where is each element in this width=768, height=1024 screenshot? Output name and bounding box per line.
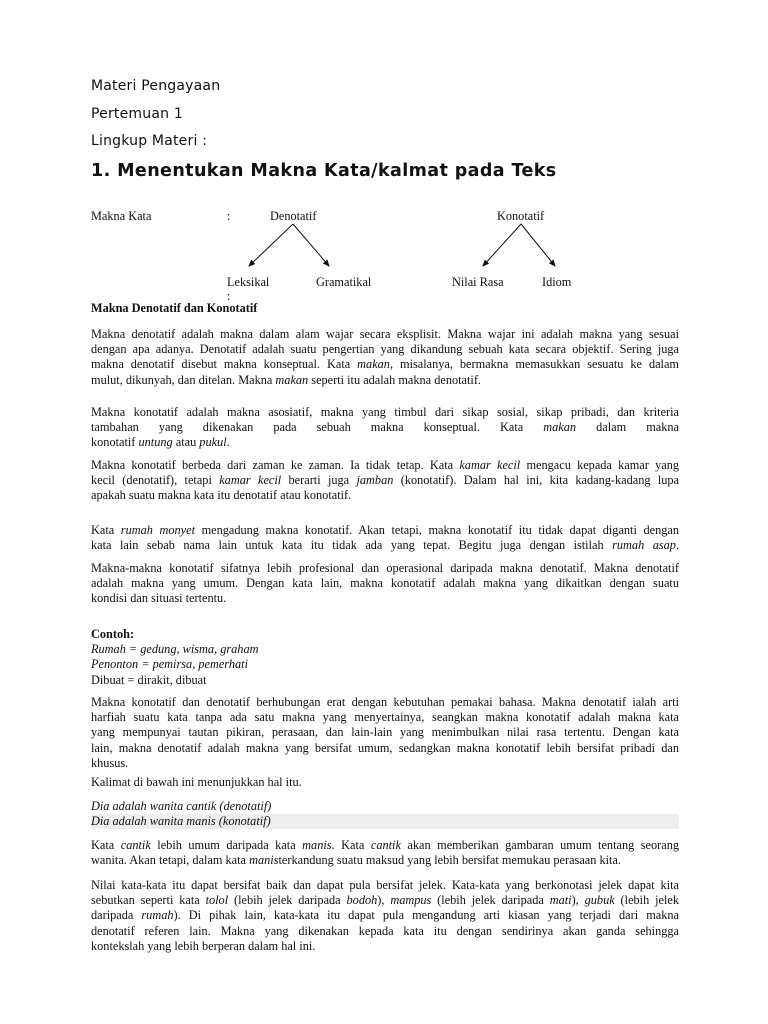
example-konotatif: Dia adalah wanita manis (konotatif) — [91, 814, 679, 829]
example-sentences — [91, 799, 679, 829]
diagram-label: Makna Kata — [91, 209, 152, 223]
contoh-row: Penonton = pemirsa, pemerhati — [91, 657, 248, 672]
diagram-idiom: Idiom — [542, 275, 572, 289]
arrow-denotatif-leksikal — [249, 224, 293, 266]
arrow-konotatif-idiom — [521, 224, 555, 266]
paragraph-konotatif-zaman: Makna konotatif berbeda dari zaman ke zaman. Ia tidak tetap. Kata kamar kecil mengacu kepada kamar yang kecil (denotatif), tetapi kamar kecil berarti juga jamban (konotatif). Dalam hal ini, kita kadang-kadang lupa apakah suatu makna kata itu denotatif atau konotatif. — [91, 458, 680, 503]
diagram-gramatikal: Gramatikal — [316, 275, 372, 289]
paragraph-konotatif-definisi: Makna konotatif adalah makna asosiatif, makna yang timbul dari sikap sosial, sikap pribadi, dan kriteria tambahan yang dikenakan pada sebuah makna konseptual. Kata makan dalam makna konotatif untung atau pukul. — [91, 405, 679, 450]
diagram-leksikal-colon: : — [227, 289, 231, 303]
header-lingkup: Lingkup Materi : — [91, 133, 208, 149]
section-heading: Makna Denotatif dan Konotatif — [91, 301, 258, 315]
arrow-denotatif-gramatikal — [293, 224, 329, 266]
contoh-block — [91, 627, 679, 688]
diagram-nilai-rasa: Nilai Rasa — [452, 275, 504, 289]
paragraph-denotatif: Makna denotatif adalah makna dalam alam wajar secara eksplisit. Makna wajar ini adalah makna yang sesuai dengan apa adanya. Denotatif adalah suatu pengertian yang dikandung sebuah kata secara objektif. Sering juga makna denotatif disebut makna konseptual. Kata makan, misalanya, bermakna memasukkan sesuatu ke dalam mulut, dikunyah, dan ditelan. Makna makan seperti itu adalah makna denotatif. — [91, 327, 679, 387]
page-title: 1. Menentukan Makna Kata/kalmat pada Teks — [91, 161, 557, 181]
paragraph-nilai-kata: Nilai kata-kata itu dapat bersifat baik dan dapat pula bersifat jelek. Kata-kata yang berkonotasi jelek dapat kita sebutkan seperti kata tolol (lebih jelek daripada bodoh), mampus (lebih jelek daripada mati), gubuk (lebih jelek daripada rumah). Di pihak lain, kata-kata itu dapat pula mengandung arti kiasan yang terjadi dari makna denotatif referen lain. Makna yang dikenakan kepada kata itu dengan sendirinya akan ganda sehingga kontekslah yang lebih berperan dalam hal ini. — [91, 878, 680, 953]
diagram-denotatif: Denotatif — [270, 209, 317, 223]
contoh-row: Dibuat = dirakit, dibuat — [91, 672, 207, 687]
paragraph-rumah-monyet: Kata rumah monyet mengadung makna konotatif. Akan tetapi, makna konotatif itu tidak dapat diganti dengan kata lain sebab nama lain untuk kata itu tidak ada yang tepat. Begitu juga dengan istilah rumah asap. — [91, 523, 680, 553]
header-pertemuan: Pertemuan 1 — [91, 106, 183, 122]
example-denotatif: Dia adalah wanita cantik (denotatif) — [91, 799, 272, 813]
paragraph-kalimat-intro: Kalimat di bawah ini menunjukkan hal itu. — [91, 775, 302, 789]
header-materi: Materi Pengayaan — [91, 78, 221, 94]
arrow-konotatif-nilai-rasa — [483, 224, 521, 266]
paragraph-sifat-konotatif: Makna-makna konotatif sifatnya lebih profesional dan operasional daripada makna denotatif. Makna denotatif adalah makna yang umum. Dengan kata lain, makna konotatif adalah makna yang dikaitkan dengan suatu kondisi dan situasi tertentu. — [91, 561, 679, 606]
diagram-konotatif: Konotatif — [497, 209, 545, 223]
diagram-leksikal: Leksikal — [227, 275, 270, 289]
contoh-heading: Contoh: — [91, 627, 135, 641]
paragraph-cantik-manis: Kata cantik lebih umum daripada kata manis. Kata cantik akan memberikan gambaran umum tentang seorang wanita. Akan tetapi, dalam kata manisterkandung suatu maksud yang lebih bersifat memukau perasaan kita. — [91, 838, 680, 868]
contoh-row: Rumah = gedung, wisma, graham — [91, 642, 259, 657]
paragraph-hubungan: Makna konotatif dan denotatif berhubungan erat dengan kebutuhan pemakai bahasa. Makna denotatif ialah arti harfiah suatu kata tanpa ada satu makna yang menyertainya, seangkan makna konotatif adalah makna kata yang mempunyai tautan pikiran, perasaan, dan lain-lain yang menimbulkan nilai rasa tertentu. Dengan kata lain, makna denotatif adalah makna yang bersifat umum, sedangkan makna konotatif lebih bersifat pribadi dan khusus. — [91, 695, 679, 770]
diagram-colon: : — [227, 209, 231, 223]
